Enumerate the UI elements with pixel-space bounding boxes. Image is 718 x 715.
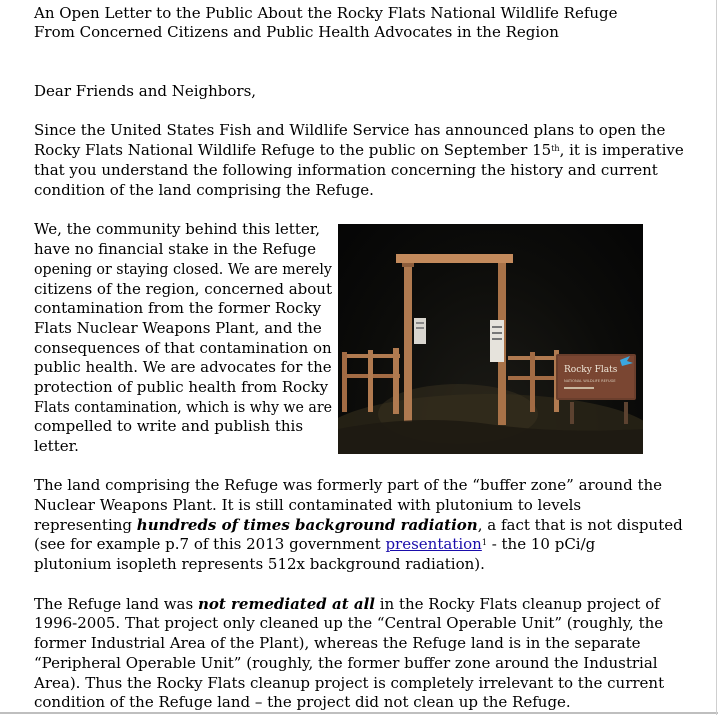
text-run: representing [34,516,137,534]
footnote-marker: 1 [481,538,487,547]
text-line: The land comprising the Refuge was formerly part of the “buffer zone” around the [34,476,663,494]
emphasis-text: hundreds of times background radiation [136,516,478,534]
text-run: (see for example p.7 of this 2013 government [34,535,386,553]
gate-crossbar [396,254,513,263]
text-line: Since the United States Fish and Wildlife Service has announced plans to open the [34,121,666,139]
page-bottom-divider [0,712,718,714]
refuge-entrance-photo [338,224,643,454]
page-right-border [716,0,717,715]
text-line: Flats Nuclear Weapons Plant, and the [34,319,322,337]
text-line: condition of the land comprising the Refuge. [34,181,374,199]
text-line [34,515,683,535]
text-run: , it is imperative [559,141,684,159]
text-line: that you understand the following information concerning the history and current [34,161,658,179]
text-run: in the Rocky Flats cleanup project of [374,595,660,613]
photo-illustration [338,224,643,454]
text-line [34,140,684,160]
text-line: 1996-2005. That project only cleaned up the “Central Operable Unit” (roughly, the [34,614,664,632]
text-line: citizens of the region, concerned about [34,280,333,298]
letter-subtitle: From Concerned Citizens and Public Health Advocates in the Region [34,23,559,41]
text-line: Flats contamination, which is why we are [34,398,332,416]
text-line: We, the community behind this letter, [34,220,321,238]
text-line: public health. We are advocates for the [34,358,332,376]
sign-subtitle: NATIONAL WILDLIFE REFUGE [564,379,616,383]
gate-post-left [404,262,412,422]
text-line: protection of public health from Rocky [34,378,329,396]
text-line: Nuclear Weapons Plant. It is still contaminated with plutonium to levels [34,496,582,514]
text-line: condition of the Refuge land – the project did not clean up the Refuge. [34,693,571,711]
letter-title: An Open Letter to the Public About the Rocky Flats National Wildlife Refuge [34,4,618,22]
text-line: contamination from the former Rocky [34,299,322,317]
salutation: Dear Friends and Neighbors, [34,82,257,100]
text-line: “Peripheral Operable Unit” (roughly, the former buffer zone around the Industrial [34,654,658,672]
text-line: former Industrial Area of the Plant), whereas the Refuge land is in the separate [34,634,641,652]
text-run: Rocky Flats National Wildlife Refuge to the public on September 15 [34,141,552,159]
emphasis-text: not remediated at all [197,595,375,613]
text-line: compelled to write and publish this [34,417,304,435]
text-line: opening or staying closed. We are merely [34,260,332,278]
text-run: The Refuge land was [34,595,198,613]
text-line [34,594,660,614]
text-line: plutonium isopleth represents 512x background radiation). [34,555,485,573]
presentation-link[interactable]: presentation [385,535,482,553]
text-line: consequences of that contamination on [34,339,332,357]
superscript: th [551,144,560,153]
sign-title: Rocky Flats [564,365,618,375]
text-line: have no financial stake in the Refuge [34,240,316,258]
text-run: - the 10 pCi/g [486,535,596,553]
text-line: letter. [34,437,79,455]
text-line [34,534,595,554]
text-line: Area). Thus the Rocky Flats cleanup project is completely irrelevant to the current [34,674,665,692]
text-run: , a fact that is not disputed [477,516,683,534]
